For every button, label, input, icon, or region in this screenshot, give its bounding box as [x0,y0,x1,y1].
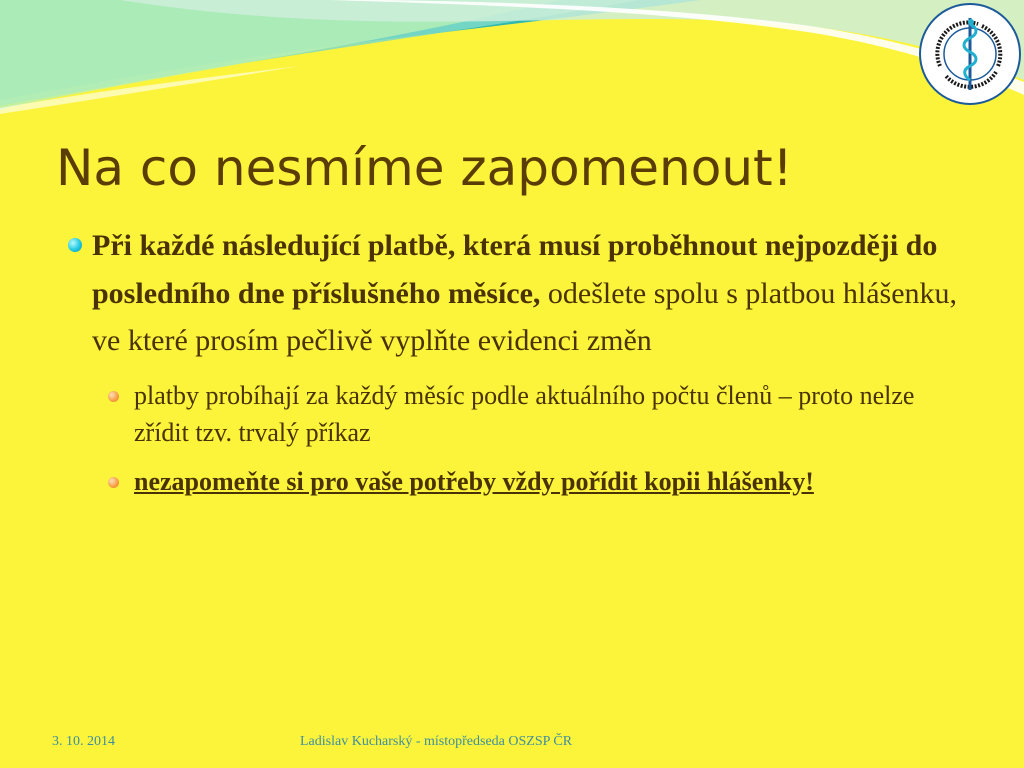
slide-title: Na co nesmíme zapomenout! [56,139,793,197]
sub-bullet-text: platby probíhají za každý měsíc podle aktuálního počtu členů – proto nelze zřídit tzv. trvalý příkaz [134,380,915,447]
sub-bullet-emphasis-text: nezapomeňte si pro vaše potřeby vždy pořídit kopii hlášenky! [134,466,814,496]
header-wave-decoration [0,0,1024,130]
footer-author: Ladislav Kucharský - místopředseda OSZSP ČR [300,734,573,749]
footer-date: 3. 10. 2014 [52,734,115,749]
bullet-dot-icon [68,238,82,252]
sub-bullet-item-1 [134,377,962,451]
sub-bullet-item-2 [134,463,962,500]
sub-bullet-dot-icon [108,477,119,488]
bullet-bold-text: Při každé následující platbě, která musí proběhnout nejpozději do posledního dne příslušného měsíce, [92,229,938,310]
bullet-item-1 [62,222,962,365]
slide-content [62,222,962,500]
sub-bullet-dot-icon [108,391,119,402]
bullet-normal-text: odešlete spolu s platbou hlášenku, ve které prosím pečlivě vyplňte evidenci změn [92,276,958,357]
union-logo [918,2,1022,106]
